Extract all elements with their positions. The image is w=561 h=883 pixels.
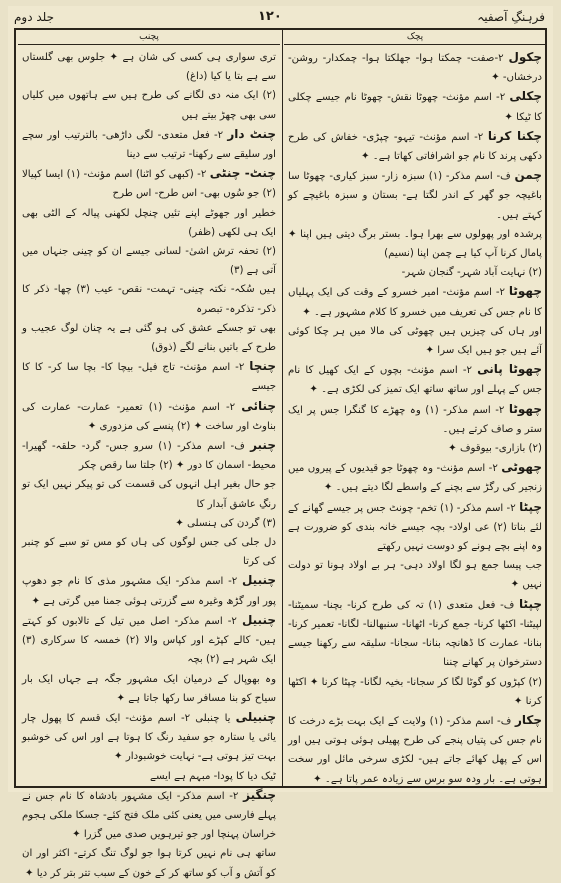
dictionary-entry: [288, 282, 542, 321]
dictionary-entry: [288, 48, 542, 87]
dictionary-entry: [288, 595, 542, 673]
entry-definition: پرشدہ اور پھولوں سے بھرا ہوا۔ بستر برگ دیتی ہیں اپنا ✦ پامال کرنا آپ کیا ہے چمن اپنا (نسیم): [288, 228, 542, 260]
entry-definition: ٢- اسم مؤنث- وہ چھوٹا جو قیدیوں کے پیروں میں زنجیر کی رگڑ سے بچنے کے واسطے لگا دیتے ہیں۔ ✦: [288, 463, 542, 494]
left-column: [22, 48, 277, 879]
entry-definition: خطیر اور جھوٹے اپنے تئیں چنچل لکھنی پیالہ کے الٹی بھی ایک ہی لکھی (ظفر): [22, 207, 276, 238]
dictionary-entry: [22, 844, 276, 882]
entry-definition: ساتھ ہی نام نہیں کرتا ہوا جو لوگ تنگ کرتے- اکثر اور ان کو آتش و آب کو ساتھ کر کے خون کے سبب تتر بتر کر دیا ✦: [22, 848, 276, 879]
entry-headword: چنبیل: [241, 573, 277, 588]
entry-definition: (٢) تحفہ ترش اشیٰ- لسانی جیسے ان کو چینی جنہاں میں آتی ہے (٣): [22, 246, 276, 277]
entry-definition: ٢- (کبھی کو اٹنا) اسم مؤنث- (١) ایسا کپیالا (٢) جو سُوں بھی- اس طرح- اس طرح: [22, 169, 276, 200]
entry-definition: ف- اسم مذکر- (١) سبزہ زار- سبز کیاری- چھوٹا سا باغیچہ جو گھر کے اندر لگتا ہے- بستان و سبزہ باغیچے کو کہتے ہیں۔: [288, 171, 542, 221]
dictionary-entry: [22, 514, 276, 533]
dictionary-entry: [22, 533, 276, 571]
right-column-head: پچک: [284, 30, 546, 45]
text-frame: [14, 28, 547, 879]
dictionary-entry: [288, 127, 542, 166]
entry-definition: ف- فعل متعدی (١) تہ کی طرح کرنا- بچنا- سمیٹنا- لپیٹنا- اکٹھا کرنا- جمع کرنا- اٹھانا- سنبھالنا- لگانا- تعمیر کرنا- بنانا- عمارت کا ڈھانچہ بنانا- سجانا- سلیقہ سے رکھنا جیسے دسترخوان پر کھانے چننا: [288, 599, 542, 669]
entry-headword: چکار: [514, 712, 542, 727]
dictionary-entry: [22, 48, 276, 86]
entry-definition: ٢-صفت- چمکتا ہوا- جھلکتا ہوا- چمکدار- روشن- درخشاں- ✦: [288, 53, 542, 84]
dictionary-entry: [22, 767, 276, 786]
entry-definition: ٢- اسم مذکر- ایک مشہور مذی کا نام جو دھوپ پور اور گڑھ وغیرہ سے گزرتی ہوئی جمنا میں گرتی ہے ✦: [22, 576, 276, 607]
entry-definition: وہ بھوپال کے درمیان ایک مشہور جگہ ہے جہاں ایک بار سیاح کو بنا مسافر سا رکھا جاتا ہے ✦: [22, 673, 276, 704]
entry-definition: ٢- اسم مذکر- (١) وہ چھڑے کا گنگرا جس پر ایک ستر و صاف کرتے ہیں۔: [288, 404, 542, 435]
entry-definition: ہیں سُکہ- نکتہ چینی- تہمت- نقص- عیب (٣) چھا- ذکر کا ذکر- تذکرہ- تبصرہ: [22, 284, 276, 315]
dictionary-entry: [288, 439, 542, 458]
dictionary-entry: [22, 125, 276, 164]
entry-definition: ٢- اسم مذکر- ایک مشہور بادشاہ کا نام جس نے پہلے فارسی میں یعنی کئی ملک فتح کئے- جسکا ملکی ہجوم خراسان پہنچا اور جو تیرہویں صدی میں گزرا ✦: [22, 790, 276, 841]
entry-definition: ٢- اسم مؤنث- بچوں کے ایک کھیل کا نام جس کے پہلے اور ساتھ ساتھ ایک تمیز کی لکڑی ہے۔ ✦: [288, 365, 542, 396]
dictionary-entry: [288, 225, 542, 263]
dictionary-entry: [22, 670, 276, 708]
entry-definition: ٢- فعل متعدی- لگی داڑھی- بالترتیب اور سچے اور سلیقے سے رکھنا- ترتیب سے دینا: [22, 129, 276, 161]
dictionary-entry: [288, 556, 542, 594]
dictionary-entry: [22, 708, 276, 767]
entry-definition: (٢) ایک منہ دی لگانے کی طرح ہیں سے ہاتھوں میں کلیاں سی بھی چھڑ بیتے ہیں: [22, 90, 276, 121]
entry-definition: تری سواری ہی کسی کی شان ہے ✦ جلوس بھی گلستاں سے ہے بتا یا کیا (داغ): [22, 52, 276, 83]
entry-headword: چھوٹا: [508, 401, 542, 416]
entry-headword: چنٹ- چنٹی: [209, 166, 276, 181]
dictionary-entry: [22, 436, 276, 475]
dictionary-entry: [22, 475, 276, 513]
entry-headword: چپٹا: [519, 596, 542, 611]
entry-headword: چنچا: [249, 359, 276, 374]
right-column: [288, 48, 543, 785]
entry-headword: چمن: [514, 168, 542, 183]
entry-headword: چنٹ دار: [227, 126, 276, 141]
dictionary-entry: [288, 458, 542, 497]
entry-headword: چکلی: [509, 89, 542, 104]
column-divider: [282, 30, 283, 786]
dictionary-entry: [22, 280, 276, 318]
dictionary-entry: [288, 711, 542, 789]
dictionary-entry: [288, 322, 542, 360]
dictionary-entry: [288, 498, 542, 557]
entry-definition: ف- اسم مذکر- (١) ولایت کے ایک بہت بڑے درخت کا نام جس کی پتیاں پنجے کی طرح پھیلی ہوئی ہوتی ہیں اور اس کے پھل کھائے جاتے ہیں- لکڑی سرخی مائل اور سخت ہوتی ہے۔ بار ودہ سو برس سے زیادہ عمر پاتا ہے۔ ✦: [288, 715, 542, 785]
dictionary-entry: [288, 263, 542, 282]
entry-definition: (٢) نہایت آباد شہر- گنجان شہر-: [401, 267, 542, 279]
dictionary-entry: [22, 86, 276, 124]
dictionary-entry: [22, 611, 276, 670]
dictionary-entry: [22, 164, 276, 203]
entry-headword: چکنا کرنا: [487, 128, 543, 143]
page-header: [8, 6, 553, 28]
entry-definition: جب پیسا جمع ہو لگا اولاد دہی- ہر بے اولاد ہونا تو دولت نہیں ✦: [288, 560, 542, 591]
entry-definition: (٢) کپڑوں کو گوٹا لگا کر سجانا- بخیہ لگانا- چپٹا کرنا ✦ اکٹھا کرنا ✦: [288, 676, 542, 707]
volume-label: جلد دوم: [14, 10, 55, 24]
entry-definition: ٢- اسم مؤنث- (١) تعمیر- عمارت- عمارت کی بناوٹ اور ساخت ✦ (٢) پنسے کی مزدوری ✦: [22, 401, 276, 432]
entry-definition: ٢- اسم مؤنث- چھوٹا نقش- چھوٹا نام جیسے چکلی کا ٹیکا ✦: [288, 92, 542, 123]
entry-definition: ٢- اسم مؤنث- تیہو- چپڑی- خفاش کی طرح دکھی پرند کا نام جو اشرافاتی کھاتا ہے۔ ✦: [288, 131, 542, 163]
left-column-head: پچنب: [18, 30, 280, 45]
book-title: فرہنگِ آصفیہ: [477, 10, 545, 24]
entry-definition: دل جلی کی جس لوگوں کی ہاں کو مس تو سبے کو چنبر کی کرتا: [22, 537, 276, 568]
entry-definition: ٹیک دیا کا پودا- مبہم ہے ایسے: [150, 770, 276, 782]
dictionary-entry: [288, 400, 542, 439]
dictionary-entry: [22, 204, 276, 242]
page-number: ۱۲۰: [258, 9, 282, 24]
dictionary-entry: [288, 166, 542, 225]
entry-headword: چکول: [508, 50, 542, 64]
entry-definition: ٢- اسم مؤنث- امیر خسرو کے وقت کی ایک پہلیاں کا نام جس کی تعریف میں خسرو کا کلام مشہور ہے۔ ✦: [288, 287, 542, 318]
entry-headword: چنبر: [250, 438, 276, 453]
entry-headword: چنبیلی: [235, 709, 277, 724]
entry-definition: ٢- اسم مؤنث- تاج فیل- بیچا کا- بچا سا کر- کا کا جیسے: [22, 362, 276, 393]
entry-definition: اور ہاں کی چیزیں ہیں چھوٹی کی مالا میں ہر چکا کوئی آئے ہیں جو ہیں ایک سرا ✦: [288, 325, 542, 357]
entry-definition: (٣) گردن کی ہنسلی ✦: [175, 517, 276, 529]
entry-headword: چھوٹا: [508, 284, 542, 299]
dictionary-entry: [22, 397, 276, 436]
dictionary-entry: [22, 357, 276, 396]
entry-headword: چھوٹا پانی: [477, 362, 542, 377]
entry-headword: چنائی: [241, 398, 276, 413]
entry-definition: جو حال بغیر اہل انہوں کی قسمت کی تو پیکر نہیں ایک تو رنگِ عاشق آبدار کا: [22, 479, 276, 510]
entry-definition: ف- اسم مذکر- (١) سرو جس- گرد- حلقہ- گھیرا- محیط- اسمان کا دور ✦ (٢) جلتا سا رقص چکر: [22, 441, 276, 472]
dictionary-entry: [22, 571, 276, 610]
entry-definition: ٢- اسم مذکر- (١) تخم- چونٹ جس پر جیسے گھانے کے لئے بناتا (٢) عی اولاد- بچہ جیسے خانہ بندی کو ضرورت ہے وہ اپنے بچے ہونے کو دوست نہیں رکھتے: [288, 502, 542, 553]
entry-definition: بھی تو جسکے عشق کی ہو گئی ہے یہ چنان لوگ عجیب و طرح کے باتیں بنانے لگے (ذوق): [22, 322, 276, 354]
dictionary-entry: [288, 87, 542, 126]
dictionary-entry: [288, 360, 542, 399]
dictionary-entry: [22, 242, 276, 280]
entry-headword: چنبیل: [241, 612, 276, 627]
entry-headword: چھوٹی: [501, 460, 542, 475]
entry-headword: چنگیز: [243, 787, 276, 802]
dictionary-entry: [22, 319, 276, 357]
entry-definition: (٢) بازاری- بیوقوف ✦: [448, 443, 542, 455]
entry-definition: ٢- اسم مذکر- اصل میں تیل کے تالابوں کو کہتے ہیں- کالے کپڑے اور کپاس والا (٢) خمسہ کا سرکاری (٣) ایک شہر ہے (٢) بچہ: [22, 615, 276, 666]
dictionary-entry: [288, 673, 542, 711]
dictionary-entry: [22, 786, 276, 845]
entry-headword: چپٹا: [519, 499, 543, 514]
entry-definition: یا چنبلی ٢- اسم مؤنث- ایک قسم کا پھول چار یائی یا ستارہ جو سفید رنگ کا ہوتا ہے اور اس کی خوشبو بہت تیز ہوتی ہے- نہایت خوشبودار ✦: [22, 712, 276, 763]
page: [8, 6, 553, 879]
